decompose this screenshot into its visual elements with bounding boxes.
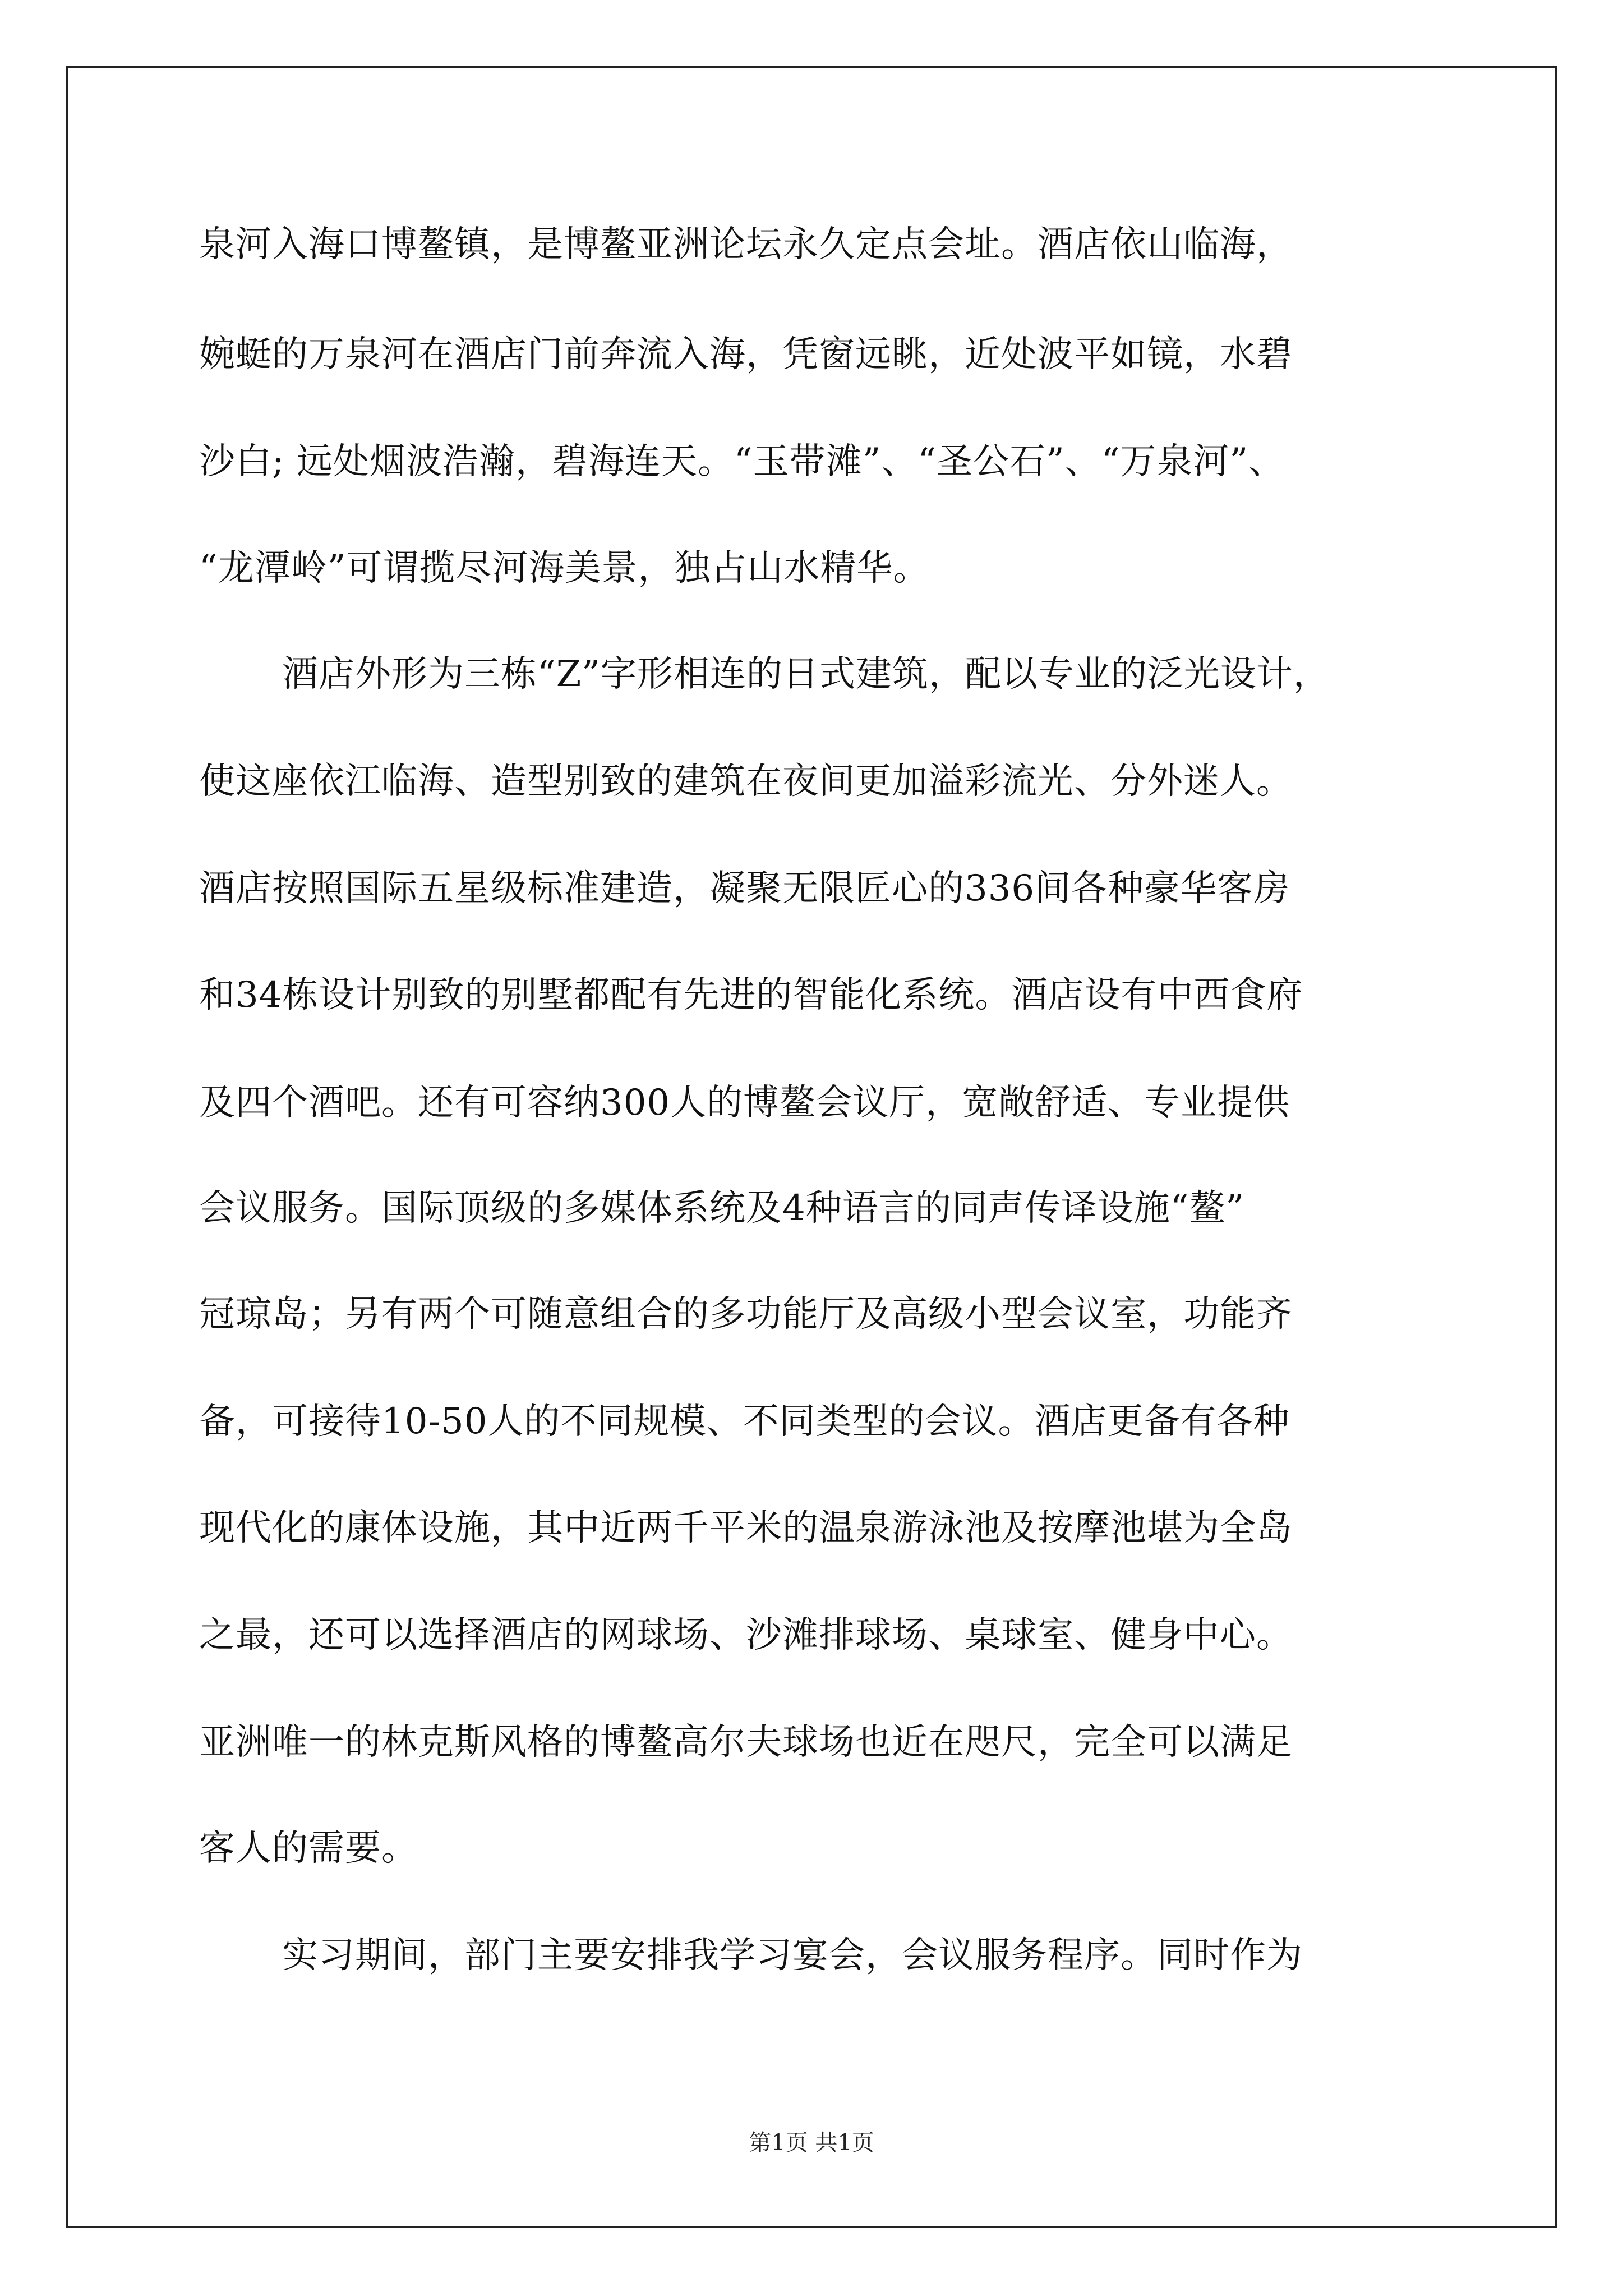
- text-line: 婉蜓的万泉河在酒店门前奔流入海，凭窗远眺，近处波平如镜，水碧: [199, 334, 1293, 375]
- page-footer: 第1页 共1页: [749, 2130, 874, 2156]
- text-line: 及四个酒吧。还有可容纳300人的博鳌会议厅，宽敞舒适、专业提供: [199, 1082, 1290, 1124]
- text-line: 会议服务。国际顶级的多媒体系统及4种语言的同声传译设施“鳌”: [199, 1188, 1245, 1229]
- text-line: 亚洲唯一的林克斯风格的博鳌高尔夫球场也近在咫尺，完全可以满足: [199, 1722, 1293, 1763]
- text-line: 现代化的康体设施，其中近两千平米的温泉游泳池及按摩池堪为全岛: [199, 1507, 1293, 1549]
- text-line: 泉河入海口博鳌镇，是博鳌亚洲论坛永久定点会址。酒店依山临海，: [199, 224, 1293, 265]
- text-line: 客人的需要。: [199, 1828, 418, 1869]
- text-line: 酒店按照国际五星级标准建造，凝聚无限匠心的336间各种豪华客房: [199, 868, 1290, 909]
- text-line: 冠琼岛；另有两个可随意组合的多功能厅及高级小型会议室，功能齐: [199, 1294, 1293, 1335]
- text-line: 沙白; 远处烟波浩瀚，碧海连天。“玉带滩”、“圣公石”、“万泉河”、: [199, 441, 1285, 482]
- text-line: 备，可接待10-50人的不同规模、不同类型的会议。酒店更备有各种: [199, 1401, 1290, 1442]
- text-line: “龙潭岭”可谓揽尽河海美景，独占山水精华。: [199, 547, 930, 589]
- page-border: [66, 66, 1557, 2228]
- paragraph-start-line: 酒店外形为三栋“Z”字形相连的日式建筑，配以专业的泛光设计，: [282, 654, 1330, 695]
- text-line: 之最，还可以选择酒店的网球场、沙滩排球场、桌球室、健身中心。: [199, 1614, 1293, 1656]
- paragraph-start-line: 实习期间，部门主要安排我学习宴会，会议服务程序。同时作为: [282, 1935, 1303, 1976]
- text-line: 和34栋设计别致的别墅都配有先进的智能化系统。酒店设有中西食府: [199, 974, 1303, 1016]
- text-line: 使这座依江临海、造型别致的建筑在夜间更加溢彩流光、分外迷人。: [199, 761, 1293, 802]
